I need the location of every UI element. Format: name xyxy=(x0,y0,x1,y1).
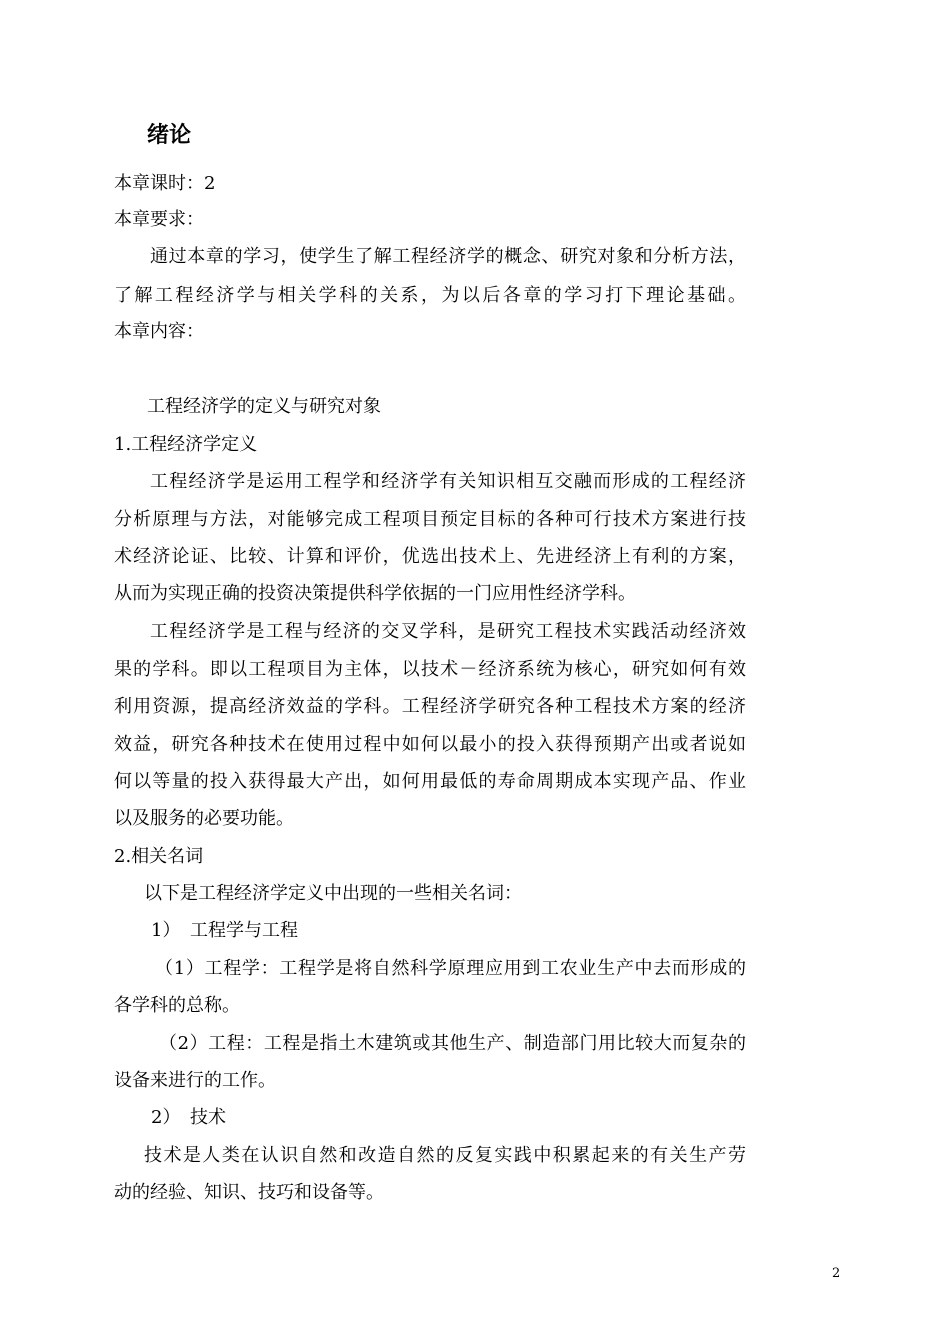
paragraph-line: 各学科的总称。 xyxy=(114,995,240,1016)
list-item-title: 技术 xyxy=(190,1107,226,1128)
paragraph-line: 果的学科。即以工程项目为主体，以技术－经济系统为核心，研究如何有效 xyxy=(114,659,746,680)
content-label: 本章内容： xyxy=(114,321,204,342)
paragraph-line: 何以等量的投入获得最大产出，如何用最低的寿命周期成本实现产品、作业 xyxy=(114,771,746,792)
requirements-line: 了解工程经济学与相关学科的关系，为以后各章的学习打下理论基础。 xyxy=(114,285,746,306)
paragraph-line: 术经济论证、比较、计算和评价，优选出技术上、先进经济上有利的方案， xyxy=(114,546,746,567)
requirements-label: 本章要求： xyxy=(114,209,204,230)
paragraph-line: 以及服务的必要功能。 xyxy=(114,808,294,829)
list-item-number: 2） xyxy=(151,1107,181,1128)
subsection-title: 1.工程经济学定义 xyxy=(114,434,258,455)
paragraph-line: 设备来进行的工作。 xyxy=(114,1070,276,1091)
paragraph-line: 工程经济学是工程与经济的交叉学科，是研究工程技术实践活动经济效 xyxy=(150,621,746,642)
paragraph-line: 分析原理与方法，对能够完成工程项目预定目标的各种可行技术方案进行技 xyxy=(114,509,746,530)
paragraph-line: （2）工程：工程是指土木建筑或其他生产、制造部门用比较大而复杂的 xyxy=(159,1033,746,1054)
page-number: 2 xyxy=(832,1266,841,1281)
requirements-line: 通过本章的学习，使学生了解工程经济学的概念、研究对象和分析方法， xyxy=(150,246,746,267)
paragraph-line: （1）工程学：工程学是将自然科学原理应用到工农业生产中去而形成的 xyxy=(155,958,746,979)
intro-line: 以下是工程经济学定义中出现的一些相关名词： xyxy=(144,883,522,904)
list-item-title: 工程学与工程 xyxy=(190,920,298,941)
paragraph-line: 从而为实现正确的投资决策提供科学依据的一门应用性经济学科。 xyxy=(114,583,636,604)
paragraph-line: 工程经济学是运用工程学和经济学有关知识相互交融而形成的工程经济 xyxy=(150,471,746,492)
paragraph-line: 利用资源，提高经济效益的学科。工程经济学研究各种工程技术方案的经济 xyxy=(114,696,746,717)
chapter-title: 绪论 xyxy=(147,123,192,148)
paragraph-line: 动的经验、知识、技巧和设备等。 xyxy=(114,1182,384,1203)
chapter-hours: 本章课时：2 xyxy=(114,173,216,194)
subsection-title: 2.相关名词 xyxy=(114,846,204,867)
paragraph-line: 技术是人类在认识自然和改造自然的反复实践中积累起来的有关生产劳 xyxy=(144,1145,746,1166)
list-item-number: 1） xyxy=(151,920,181,941)
paragraph-line: 效益，研究各种技术在使用过程中如何以最小的投入获得预期产出或者说如 xyxy=(114,734,746,755)
section-title: 工程经济学的定义与研究对象 xyxy=(147,396,381,417)
